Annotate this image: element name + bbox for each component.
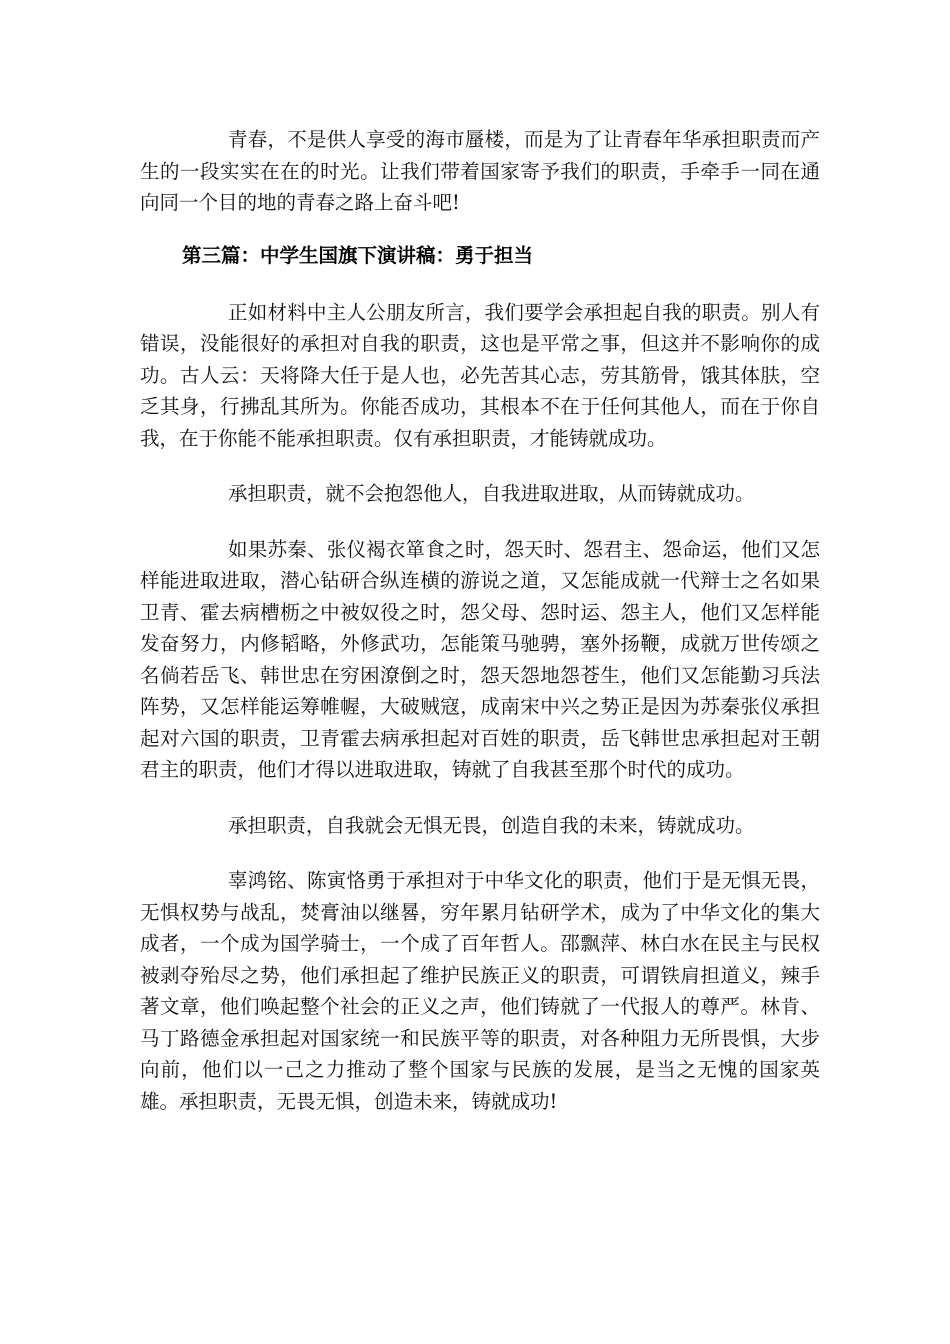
body-paragraph-3: 如果苏秦、张仪褐衣箪食之时，怨天时、怨君主、怨命运，他们又怎样能进取进取，潜心钻研合纵连横的游说之道，又怎能成就一代辩士之名如果卫青、霍去病槽枥之中被奴役之时，怨父母、怨时运、怨主人，他们又怎样能发奋努力，内修韬略，外修武功，怎能策马驰骋，塞外扬鞭，成就万世传颂之名倘若岳飞、韩世忠在穷困潦倒之时，怨天怨地怨苍生，他们又怎能勤习兵法阵势，又怎样能运筹帷幄，大破贼寇，成南宋中兴之势正是因为苏秦张仪承担起对六国的职责，卫青霍去病承担起对百姓的职责，岳飞韩世忠承担起对王朝君主的职责，他们才得以进取进取，铸就了自我甚至那个时代的成功。 xyxy=(140,537,820,781)
body-paragraph-5: 辜鸿铭、陈寅恪勇于承担对于中华文化的职责，他们于是无惧无畏，无惧权势与战乱，焚膏油以继晷，穷年累月钻研学术，成为了中华文化的集大成者，一个成为国学骑士，一个成了百年哲人。邵飘萍、林白水在民主与民权被剥夺殆尽之势，他们承担起了维护民族正义的职责，可谓铁肩担道义，辣手著文章，他们唤起整个社会的正义之声，他们铸就了一代报人的尊严。林肯、马丁路德金承担起对国家统一和民族平等的职责，对各种阻力无所畏惧，大步向前，他们以一己之力推动了整个国家与民族的发展，是当之无愧的国家英雄。承担职责，无畏无惧，创造未来，铸就成功! xyxy=(140,869,820,1113)
body-paragraph-2: 承担职责，就不会抱怨他人，自我进取进取，从而铸就成功。 xyxy=(228,482,755,505)
section-title: 第三篇：中学生国旗下演讲稿：勇于担当 xyxy=(182,243,534,267)
body-paragraph-4: 承担职责，自我就会无惧无畏，创造自我的未来，铸就成功。 xyxy=(228,813,755,837)
body-paragraph-1: 正如材料中主人公朋友所言，我们要学会承担起自我的职责。别人有错误，没能很好的承担对自我的职责，这也是平常之事，但这并不影响你的成功。古人云：天将降大任于是人也，必先苦其心志，劳其筋骨，饿其体肤，空乏其身，行拂乱其所为。你能否成功，其根本不在于任何其他人，而在于你自我，在于你能不能承担职责。仅有承担职责，才能铸就成功。 xyxy=(140,300,820,450)
intro-paragraph: 青春，不是供人享受的海市蜃楼，而是为了让青春年华承担职责而产生的一段实实在在的时光。让我们带着国家寄予我们的职责，手牵手一同在通向同一个目的地的青春之路上奋斗吧! xyxy=(140,128,820,214)
document-body xyxy=(140,124,820,1141)
